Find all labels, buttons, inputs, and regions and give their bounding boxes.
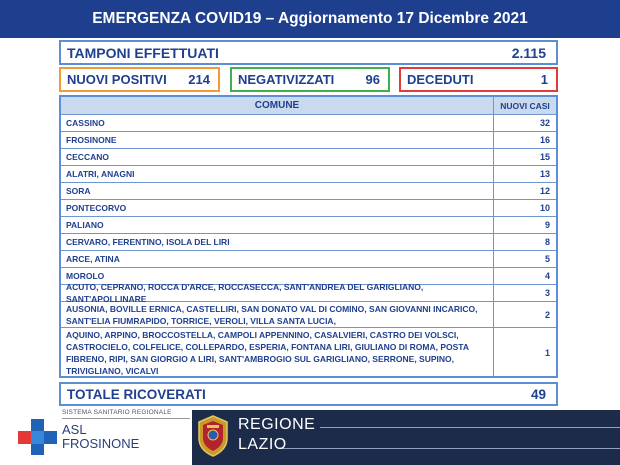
asl-line2: FROSINONE bbox=[62, 436, 140, 451]
asl-frosinone-logo bbox=[14, 408, 194, 460]
row-comune: SORA bbox=[61, 183, 494, 199]
medical-cross-icon bbox=[16, 418, 58, 456]
totale-ricoverati-value: 49 bbox=[530, 386, 546, 402]
row-casi: 15 bbox=[539, 152, 550, 162]
row-comune: PALIANO bbox=[61, 217, 494, 233]
row-casi: 5 bbox=[544, 254, 550, 264]
regione-divider-top bbox=[320, 427, 620, 428]
row-casi: 12 bbox=[539, 186, 550, 196]
table-row bbox=[61, 115, 556, 132]
row-comune: FROSINONE bbox=[61, 132, 494, 148]
column-header-comune: COMUNE bbox=[61, 97, 494, 114]
cases-table bbox=[59, 95, 558, 378]
row-comune: MOROLO bbox=[61, 268, 494, 284]
row-comune: ARCE, ATINA bbox=[61, 251, 494, 267]
table-header bbox=[61, 97, 556, 115]
row-casi: 10 bbox=[539, 203, 550, 213]
table-row bbox=[61, 328, 556, 378]
regione-name bbox=[238, 415, 315, 455]
row-casi: 1 bbox=[544, 348, 550, 358]
asl-name bbox=[62, 423, 139, 451]
table-row bbox=[61, 183, 556, 200]
row-comune: CASSINO bbox=[61, 115, 494, 131]
regione-lazio-banner bbox=[192, 410, 620, 465]
table-row bbox=[61, 302, 556, 328]
regione-divider-bottom bbox=[280, 448, 620, 449]
page-title: EMERGENZA COVID19 – Aggiornamento 17 Dicembre 2021 bbox=[0, 0, 620, 38]
negativizzati-label: NEGATIVIZZATI bbox=[238, 72, 335, 87]
table-row bbox=[61, 217, 556, 234]
nuovi-positivi-value: 214 bbox=[188, 72, 210, 87]
asl-system-label: SISTEMA SANITARIO REGIONALE bbox=[62, 409, 172, 416]
row-comune: ACUTO, CEPRANO, ROCCA D'ARCE, ROCCASECCA, SANT'ANDREA DEL GARIGLIANO, SANT'APOLLINARE bbox=[61, 285, 494, 301]
row-comune: AUSONIA, BOVILLE ERNICA, CASTELLIRI, SAN DONATO VAL DI COMINO, SAN GIOVANNI INCARICO, SANT'ELIA FIUMRAPIDO, TORRICE, VEROLI, VILLA SANTA LUCIA, bbox=[61, 302, 494, 327]
tamponi-value: 2.115 bbox=[511, 44, 546, 61]
negativizzati-box bbox=[230, 67, 390, 92]
row-casi: 16 bbox=[539, 135, 550, 145]
column-header-nuovi-casi: NUOVI CASI bbox=[500, 101, 550, 111]
row-comune: AQUINO, ARPINO, BROCCOSTELLA, CAMPOLI APPENNINO, CASALVIERI, CASTRO DEI VOLSCI, CASTROCIELO, COLFELICE, COLLEPARDO, ESPERIA, FONTANA LIRI, GIULIANO DI ROMA, POSTA FIBRENO, RIPI, SAN GIORGIO A LIRI, SANT'AMBROGIO SUL GARIGLIANO, SERRONE, SUPINO, TRIVIGLIANO, VICALVI bbox=[61, 328, 494, 378]
row-casi: 32 bbox=[539, 118, 550, 128]
table-row bbox=[61, 251, 556, 268]
table-row bbox=[61, 132, 556, 149]
row-casi: 2 bbox=[544, 309, 550, 320]
table-row bbox=[61, 166, 556, 183]
regione-lazio-emblem-icon bbox=[196, 414, 230, 458]
totale-ricoverati-box bbox=[59, 382, 558, 406]
asl-divider bbox=[62, 418, 190, 419]
tamponi-label: TAMPONI EFFETTUATI bbox=[67, 44, 219, 61]
row-comune: CECCANO bbox=[61, 149, 494, 165]
regione-line1: REGIONE bbox=[238, 416, 316, 433]
totale-ricoverati-label: TOTALE RICOVERATI bbox=[67, 386, 206, 402]
regione-line2: LAZIO bbox=[238, 436, 287, 453]
row-casi: 4 bbox=[544, 271, 550, 281]
row-comune: CERVARO, FERENTINO, ISOLA DEL LIRI bbox=[61, 234, 494, 250]
row-casi: 13 bbox=[539, 169, 550, 179]
row-comune: PONTECORVO bbox=[61, 200, 494, 216]
row-casi: 9 bbox=[544, 220, 550, 230]
row-comune: ALATRI, ANAGNI bbox=[61, 166, 494, 182]
deceduti-label: DECEDUTI bbox=[407, 72, 474, 87]
table-row bbox=[61, 200, 556, 217]
row-casi: 8 bbox=[544, 237, 550, 247]
table-row bbox=[61, 234, 556, 251]
deceduti-box bbox=[399, 67, 558, 92]
table-row bbox=[61, 149, 556, 166]
asl-line1: ASL bbox=[62, 422, 87, 437]
table-row bbox=[61, 282, 556, 304]
nuovi-positivi-box bbox=[59, 67, 220, 92]
tamponi-box bbox=[59, 40, 558, 65]
deceduti-value: 1 bbox=[540, 72, 548, 87]
row-casi: 3 bbox=[544, 288, 550, 298]
negativizzati-value: 96 bbox=[365, 72, 380, 87]
nuovi-positivi-label: NUOVI POSITIVI bbox=[67, 72, 167, 87]
